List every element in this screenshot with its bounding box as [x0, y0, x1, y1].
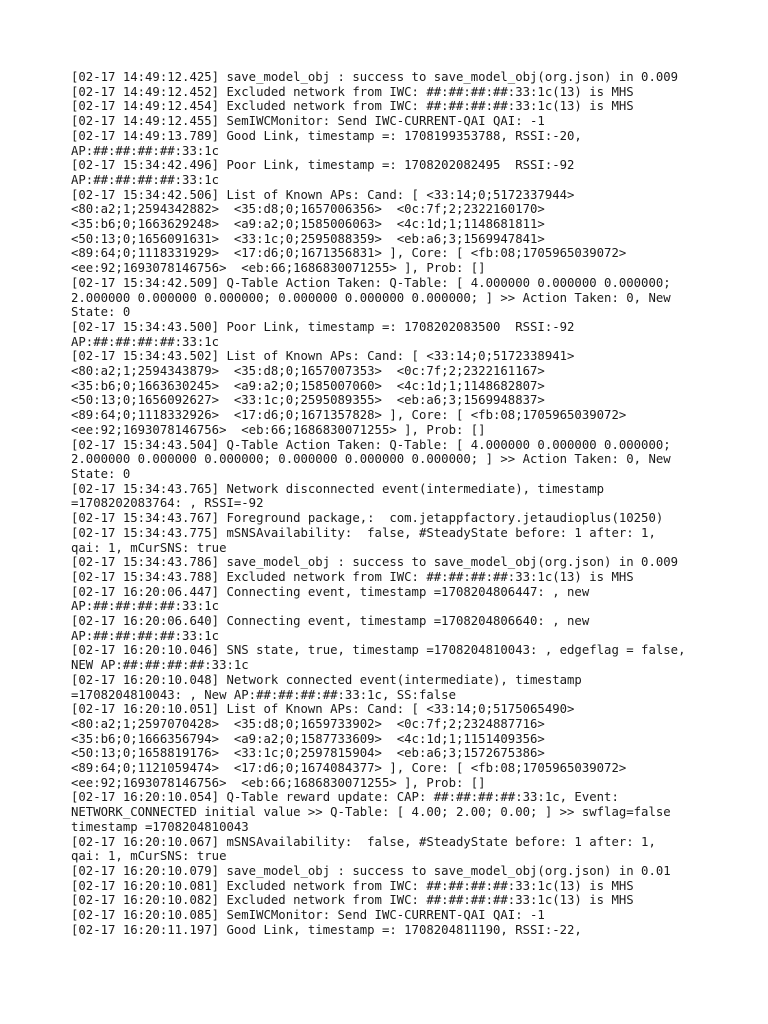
log-document [71, 70, 711, 937]
log-line: 2.000000 0.000000 0.000000; 0.000000 0.000000 0.000000; ] >> Action Taken: 0, New [71, 452, 671, 467]
log-line: <80:a2;1;2594343879> <35:d8;0;1657007353> <0c:7f;2;2322161167> [71, 364, 545, 379]
log-line: qai: 1, mCurSNS: true [71, 849, 227, 864]
log-line: [02-17 15:34:42.506] List of Known APs: Cand: [ <33:14;0;5172337944> [71, 187, 575, 202]
log-line: <80:a2;1;2597070428> <35:d8;0;1659733902> <0c:7f;2;2324887716> [71, 716, 545, 731]
log-line: <35:b6;0;1663629248> <a9:a2;0;1585006063> <4c:1d;1;1148681811> [71, 217, 545, 232]
log-line: [02-17 14:49:12.452] Excluded network from IWC: ##:##:##:##:33:1c(13) is MHS [71, 84, 634, 99]
log-line: <89:64;0;1118331929> <17:d6;0;1671356831> ], Core: [ <fb:08;1705965039072> [71, 246, 627, 261]
log-line: [02-17 16:20:06.447] Connecting event, timestamp =1708204806447: , new [71, 584, 590, 599]
log-line: AP:##:##:##:##:33:1c [71, 172, 220, 187]
log-line: [02-17 16:20:10.051] List of Known APs: Cand: [ <33:14;0;5175065490> [71, 702, 575, 717]
log-line: State: 0 [71, 305, 131, 320]
log-line: [02-17 16:20:10.054] Q-Table reward update: CAP: ##:##:##:##:33:1c, Event: [71, 790, 619, 805]
log-line: <ee:92;1693078146756> <eb:66;1686830071255> ], Prob: [] [71, 261, 486, 276]
log-line: [02-17 16:20:10.085] SemIWCMonitor: Send IWC-CURRENT-QAI QAI: -1 [71, 908, 545, 923]
log-line: =1708202083764: , RSSI=-92 [71, 496, 264, 511]
log-line: <89:64;0;1118332926> <17:d6;0;1671357828> ], Core: [ <fb:08;1705965039072> [71, 408, 627, 423]
log-line: <50:13;0;1656092627> <33:1c;0;2595089355> <eb:a6;3;1569948837> [71, 393, 545, 408]
log-line: [02-17 16:20:06.640] Connecting event, timestamp =1708204806640: , new [71, 614, 590, 629]
log-line: 2.000000 0.000000 0.000000; 0.000000 0.000000 0.000000; ] >> Action Taken: 0, New [71, 290, 671, 305]
log-line: AP:##:##:##:##:33:1c [71, 334, 220, 349]
log-line: State: 0 [71, 466, 131, 481]
log-line: [02-17 15:34:43.500] Poor Link, timestamp =: 1708202083500 RSSI:-92 [71, 319, 575, 334]
log-line: [02-17 15:34:42.496] Poor Link, timestamp =: 1708202082495 RSSI:-92 [71, 158, 575, 173]
log-line: [02-17 14:49:12.454] Excluded network from IWC: ##:##:##:##:33:1c(13) is MHS [71, 99, 634, 114]
log-line: <ee:92;1693078146756> <eb:66;1686830071255> ], Prob: [] [71, 775, 486, 790]
log-line: AP:##:##:##:##:33:1c [71, 628, 220, 643]
log-line: [02-17 15:34:43.788] Excluded network from IWC: ##:##:##:##:33:1c(13) is MHS [71, 569, 634, 584]
log-line: [02-17 14:49:12.425] save_model_obj : success to save_model_obj(org.json) in 0.009 [71, 70, 679, 84]
log-line: [02-17 15:34:43.504] Q-Table Action Taken: Q-Table: [ 4.000000 0.000000 0.000000; [71, 437, 671, 452]
log-line: [02-17 15:34:43.765] Network disconnected event(intermediate), timestamp [71, 481, 605, 496]
log-line: <35:b6;0;1663630245> <a9:a2;0;1585007060> <4c:1d;1;1148682807> [71, 378, 545, 393]
log-line: [02-17 16:20:10.067] mSNSAvailability: false, #SteadyState before: 1 after: 1, [71, 834, 656, 849]
log-line: [02-17 15:34:43.775] mSNSAvailability: false, #SteadyState before: 1 after: 1, [71, 525, 656, 540]
log-line: AP:##:##:##:##:33:1c [71, 599, 220, 614]
log-line: <80:a2;1;2594342882> <35:d8;0;1657006356> <0c:7f;2;2322160170> [71, 202, 545, 217]
log-line: [02-17 15:34:43.786] save_model_obj : success to save_model_obj(org.json) in 0.009 [71, 555, 679, 570]
log-line: [02-17 15:34:43.767] Foreground package,: com.jetappfactory.jetaudioplus(10250) [71, 511, 664, 526]
log-line: [02-17 16:20:10.082] Excluded network from IWC: ##:##:##:##:33:1c(13) is MHS [71, 893, 634, 908]
log-line: <50:13;0;1656091631> <33:1c;0;2595088359> <eb:a6;3;1569947841> [71, 231, 545, 246]
log-line: qai: 1, mCurSNS: true [71, 540, 227, 555]
log-line: <89:64;0;1121059474> <17:d6;0;1674084377> ], Core: [ <fb:08;1705965039072> [71, 761, 627, 776]
log-line: [02-17 15:34:43.502] List of Known APs: Cand: [ <33:14;0;5172338941> [71, 349, 575, 364]
log-line: [02-17 16:20:10.048] Network connected event(intermediate), timestamp [71, 672, 582, 687]
log-line: NETWORK_CONNECTED initial value >> Q-Table: [ 4.00; 2.00; 0.00; ] >> swflag=false [71, 805, 671, 820]
log-line: [02-17 16:20:10.079] save_model_obj : success to save_model_obj(org.json) in 0.01 [71, 863, 671, 878]
log-line: NEW AP:##:##:##:##:33:1c [71, 658, 249, 673]
log-line: [02-17 16:20:10.046] SNS state, true, timestamp =1708204810043: , edgeflag = false, [71, 643, 686, 658]
log-line: [02-17 16:20:11.197] Good Link, timestamp =: 1708204811190, RSSI:-22, [71, 922, 582, 937]
log-line: AP:##:##:##:##:33:1c [71, 143, 220, 158]
log-line: [02-17 14:49:12.455] SemIWCMonitor: Send IWC-CURRENT-QAI QAI: -1 [71, 114, 545, 129]
log-line: =1708204810043: , New AP:##:##:##:##:33:1c, SS:false [71, 687, 456, 702]
log-line: <ee:92;1693078146756> <eb:66;1686830071255> ], Prob: [] [71, 422, 486, 437]
log-line: [02-17 14:49:13.789] Good Link, timestamp =: 1708199353788, RSSI:-20, [71, 128, 582, 143]
log-line: <35:b6;0;1666356794> <a9:a2;0;1587733609> <4c:1d;1;1151409356> [71, 731, 545, 746]
log-line: timestamp =1708204810043 [71, 819, 249, 834]
log-line: [02-17 15:34:42.509] Q-Table Action Taken: Q-Table: [ 4.000000 0.000000 0.000000; [71, 275, 671, 290]
log-line: <50:13;0;1658819176> <33:1c;0;2597815904> <eb:a6;3;1572675386> [71, 746, 545, 761]
log-line: [02-17 16:20:10.081] Excluded network from IWC: ##:##:##:##:33:1c(13) is MHS [71, 878, 634, 893]
